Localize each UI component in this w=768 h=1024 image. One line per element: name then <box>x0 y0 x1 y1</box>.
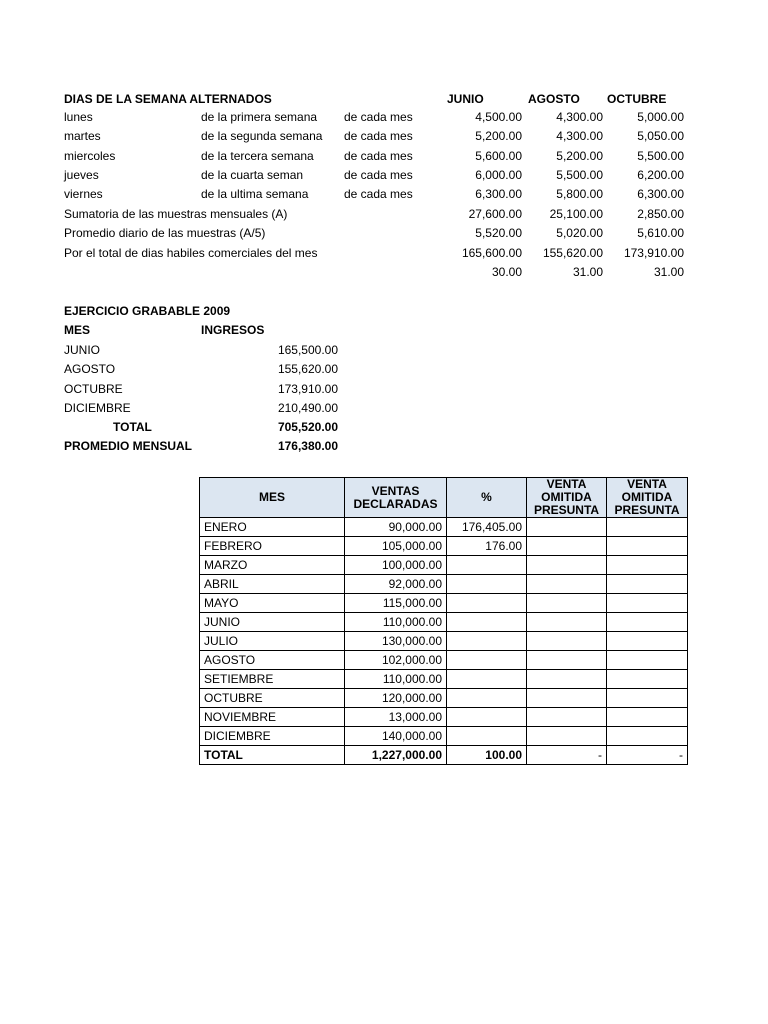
income-row <box>64 380 344 399</box>
income-row <box>64 341 344 360</box>
cell-omitida-1 <box>527 670 607 689</box>
cell-omitida-1 <box>527 537 607 556</box>
cell-pct <box>447 594 527 613</box>
table-row <box>200 727 688 746</box>
cell-omitida-2 <box>607 556 688 575</box>
income-row <box>64 360 344 379</box>
cell-omitida-2 <box>607 537 688 556</box>
cell-omitida-2 <box>607 727 688 746</box>
summary-value-octubre: 5,610.00 <box>637 226 684 240</box>
table-row <box>200 518 688 537</box>
col-ingresos-label: INGRESOS <box>201 323 265 337</box>
income-month: AGOSTO <box>64 362 116 376</box>
cell-pct <box>447 727 527 746</box>
cell-omitida-2 <box>607 594 688 613</box>
header-ventas-declaradas: VENTAS DECLARADAS <box>345 478 447 518</box>
sample-row <box>64 166 694 185</box>
sample-day: jueves <box>64 168 99 182</box>
cell-ventas: 92,000.00 <box>345 575 447 594</box>
cell-ventas: 90,000.00 <box>345 518 447 537</box>
header-venta-omitida-1: VENTA OMITIDA PRESUNTA <box>527 478 607 518</box>
table-row <box>200 613 688 632</box>
sample-value-octubre: 6,200.00 <box>637 168 684 182</box>
cell-omitida-1 <box>527 518 607 537</box>
cell-mes: FEBRERO <box>200 537 345 556</box>
cell-pct <box>447 651 527 670</box>
summary-label: Por el total de dias habiles comerciales del mes <box>64 246 318 260</box>
total-label: TOTAL <box>200 746 345 765</box>
summary-value-junio: 27,600.00 <box>468 207 522 221</box>
cell-omitida-1 <box>527 708 607 727</box>
income-row <box>64 399 344 418</box>
cell-omitida-2 <box>607 651 688 670</box>
cell-mes: MAYO <box>200 594 345 613</box>
income-month: JUNIO <box>64 343 100 357</box>
monthly-average-label: PROMEDIO MENSUAL <box>64 439 193 453</box>
cell-pct <box>447 632 527 651</box>
sample-freq: de cada mes <box>344 129 413 143</box>
cell-omitida-2 <box>607 632 688 651</box>
cell-pct <box>447 670 527 689</box>
table-row <box>200 632 688 651</box>
cell-mes: DICIEMBRE <box>200 727 345 746</box>
summary-row <box>64 224 694 243</box>
cell-omitida-1 <box>527 689 607 708</box>
sample-week: de la cuarta seman <box>201 168 304 182</box>
cell-ventas: 100,000.00 <box>345 556 447 575</box>
cell-mes: ABRIL <box>200 575 345 594</box>
summary-value-octubre: 173,910.00 <box>623 246 684 260</box>
table-row <box>200 651 688 670</box>
cell-pct <box>447 689 527 708</box>
cell-omitida-1 <box>527 613 607 632</box>
cell-omitida-1 <box>527 575 607 594</box>
summary-label: Promedio diario de las muestras (A/5) <box>64 226 266 240</box>
sample-freq: de cada mes <box>344 187 413 201</box>
cell-pct <box>447 575 527 594</box>
income-total-row <box>64 418 344 437</box>
cell-omitida-1 <box>527 632 607 651</box>
days-count-row <box>64 263 694 282</box>
cell-pct <box>447 613 527 632</box>
summary-value-agosto: 155,620.00 <box>542 246 603 260</box>
sample-row <box>64 127 694 146</box>
cell-pct: 176.00 <box>447 537 527 556</box>
sample-value-agosto: 5,200.00 <box>556 149 603 163</box>
sample-freq: de cada mes <box>344 168 413 182</box>
monthly-average-value: 176,380.00 <box>277 439 338 453</box>
month-header-octubre: OCTUBRE <box>607 92 667 106</box>
table-row <box>200 537 688 556</box>
sample-day: martes <box>64 129 101 143</box>
table-row <box>200 575 688 594</box>
section1-title: DIAS DE LA SEMANA ALTERNADOS <box>64 92 272 106</box>
sample-value-junio: 6,300.00 <box>475 187 522 201</box>
income-value: 210,490.00 <box>277 401 338 415</box>
table-row <box>200 708 688 727</box>
cell-ventas: 115,000.00 <box>345 594 447 613</box>
table-header-row <box>200 478 688 518</box>
sample-value-octubre: 5,050.00 <box>637 129 684 143</box>
cell-ventas: 110,000.00 <box>345 670 447 689</box>
declared-sales-table <box>199 477 688 765</box>
sample-value-agosto: 4,300.00 <box>556 110 603 124</box>
summary-value-octubre: 2,850.00 <box>637 207 684 221</box>
total-pct: 100.00 <box>447 746 527 765</box>
income-value: 155,620.00 <box>277 362 338 376</box>
cell-pct <box>447 556 527 575</box>
sample-value-junio: 6,000.00 <box>475 168 522 182</box>
cell-omitida-2 <box>607 613 688 632</box>
cell-omitida-1 <box>527 556 607 575</box>
sample-day: miercoles <box>64 149 116 163</box>
cell-mes: AGOSTO <box>200 651 345 670</box>
cell-omitida-1 <box>527 594 607 613</box>
days-value-agosto: 31.00 <box>572 265 603 279</box>
col-mes-label: MES <box>64 323 91 337</box>
cell-omitida-2 <box>607 518 688 537</box>
table-row <box>200 556 688 575</box>
sample-value-junio: 5,200.00 <box>475 129 522 143</box>
section2-title: EJERCICIO GRABABLE 2009 <box>64 304 231 318</box>
sample-week: de la tercera semana <box>201 149 314 163</box>
header-venta-omitida-2: VENTA OMITIDA PRESUNTA <box>607 478 688 518</box>
cell-ventas: 130,000.00 <box>345 632 447 651</box>
summary-value-junio: 5,520.00 <box>475 226 522 240</box>
cell-pct <box>447 708 527 727</box>
monthly-average-row <box>64 437 344 456</box>
cell-mes: NOVIEMBRE <box>200 708 345 727</box>
cell-ventas: 140,000.00 <box>345 727 447 746</box>
cell-omitida-2 <box>607 708 688 727</box>
cell-mes: ENERO <box>200 518 345 537</box>
summary-value-junio: 165,600.00 <box>461 246 522 260</box>
income-month: OCTUBRE <box>64 382 123 396</box>
sample-row <box>64 108 694 127</box>
income-total-value: 705,520.00 <box>277 420 338 434</box>
sample-row <box>64 185 694 204</box>
income-value: 165,500.00 <box>277 343 338 357</box>
sample-day: viernes <box>64 187 103 201</box>
cell-pct: 176,405.00 <box>447 518 527 537</box>
header-percent: % <box>447 478 527 518</box>
cell-mes: MARZO <box>200 556 345 575</box>
sample-value-agosto: 5,800.00 <box>556 187 603 201</box>
sample-value-octubre: 5,500.00 <box>637 149 684 163</box>
cell-mes: JUNIO <box>200 613 345 632</box>
sample-week: de la primera semana <box>201 110 318 124</box>
sample-value-agosto: 5,500.00 <box>556 168 603 182</box>
header-mes: MES <box>200 478 345 518</box>
month-header-agosto: AGOSTO <box>528 92 580 106</box>
sample-value-octubre: 6,300.00 <box>637 187 684 201</box>
income-value: 173,910.00 <box>277 382 338 396</box>
summary-label: Sumatoria de las muestras mensuales (A) <box>64 207 288 221</box>
section1-header-row <box>64 90 694 109</box>
total-omitida-2: - <box>607 746 688 765</box>
sample-row <box>64 147 694 166</box>
summary-row <box>64 244 694 263</box>
sample-value-junio: 4,500.00 <box>475 110 522 124</box>
days-value-junio: 30.00 <box>491 265 522 279</box>
income-month: DICIEMBRE <box>64 401 131 415</box>
sample-day: lunes <box>64 110 93 124</box>
cell-omitida-1 <box>527 727 607 746</box>
cell-mes: SETIEMBRE <box>200 670 345 689</box>
table-total-row <box>200 746 688 765</box>
summary-value-agosto: 5,020.00 <box>556 226 603 240</box>
table-row <box>200 594 688 613</box>
cell-omitida-2 <box>607 670 688 689</box>
cell-omitida-2 <box>607 575 688 594</box>
month-header-junio: JUNIO <box>447 92 484 106</box>
days-value-octubre: 31.00 <box>653 265 684 279</box>
cell-mes: JULIO <box>200 632 345 651</box>
cell-ventas: 120,000.00 <box>345 689 447 708</box>
cell-ventas: 105,000.00 <box>345 537 447 556</box>
cell-ventas: 13,000.00 <box>345 708 447 727</box>
sample-week: de la segunda semana <box>201 129 323 143</box>
sample-value-junio: 5,600.00 <box>475 149 522 163</box>
total-omitida-1: - <box>527 746 607 765</box>
cell-omitida-2 <box>607 689 688 708</box>
cell-omitida-1 <box>527 651 607 670</box>
sample-value-octubre: 5,000.00 <box>637 110 684 124</box>
cell-mes: OCTUBRE <box>200 689 345 708</box>
cell-ventas: 110,000.00 <box>345 613 447 632</box>
sample-value-agosto: 4,300.00 <box>556 129 603 143</box>
cell-ventas: 102,000.00 <box>345 651 447 670</box>
table-row <box>200 670 688 689</box>
summary-value-agosto: 25,100.00 <box>549 207 603 221</box>
sample-freq: de cada mes <box>344 110 413 124</box>
total-ventas: 1,227,000.00 <box>345 746 447 765</box>
sample-freq: de cada mes <box>344 149 413 163</box>
summary-row <box>64 205 694 224</box>
section2-header-row <box>64 321 344 340</box>
income-total-label: TOTAL <box>113 420 152 434</box>
table-row <box>200 689 688 708</box>
sample-week: de la ultima semana <box>201 187 309 201</box>
